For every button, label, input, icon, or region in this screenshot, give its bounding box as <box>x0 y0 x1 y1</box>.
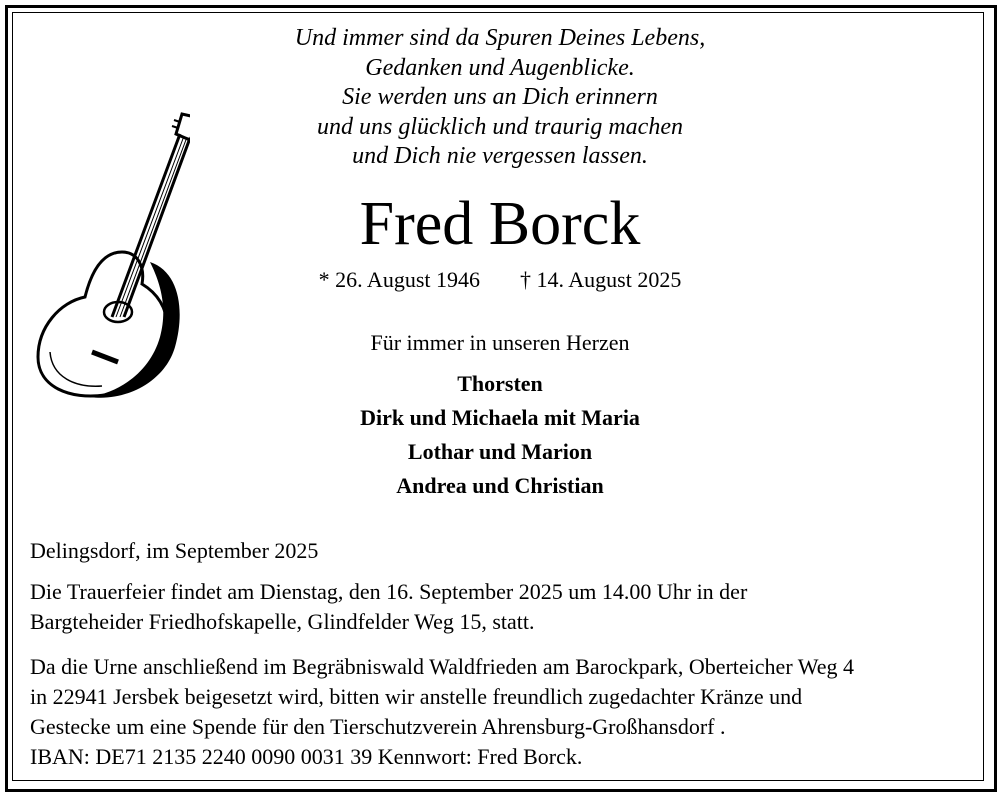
burial-line: in 22941 Jersbek beigesetzt wird, bitten wir anstelle freundlich zugedachter Kränze und <box>30 684 803 709</box>
service-line: Bargteheider Friedhofskapelle, Glindfelder Weg 15, statt. <box>30 609 535 634</box>
mourner: Andrea und Christian <box>396 473 604 498</box>
poem-line: und uns glücklich und traurig machen <box>317 113 683 140</box>
deceased-name: Fred Borck <box>359 190 641 258</box>
guitar-icon <box>30 112 190 402</box>
service-line: Die Trauerfeier findet am Dienstag, den 16. September 2025 um 14.00 Uhr in der <box>30 579 748 604</box>
poem-line: Und immer sind da Spuren Deines Lebens, <box>294 25 706 51</box>
burial-info <box>30 652 980 772</box>
death-date: † 14. August 2025 <box>520 267 682 292</box>
mourner: Thorsten <box>457 371 543 396</box>
poem-line: Sie werden uns an Dich erinnern <box>342 84 658 110</box>
burial-line: Gestecke um eine Spende für den Tierschutzverein Ahrensburg-Großhansdorf . <box>30 714 726 739</box>
poem-line: und Dich nie vergessen lassen. <box>352 143 648 169</box>
burial-line: Da die Urne anschließend im Begräbniswald Waldfrieden am Barockpark, Oberteicher Weg 4 <box>30 654 855 679</box>
poem <box>200 24 800 172</box>
mourner: Lothar und Marion <box>407 439 593 464</box>
life-dates <box>200 266 800 294</box>
iban-line: IBAN: DE71 2135 2240 0090 0031 39 Kennwort: Fred Borck. <box>30 744 583 769</box>
poem-line: Gedanken und Augenblicke. <box>365 54 635 81</box>
place-date: Delingsdorf, im September 2025 <box>30 538 319 563</box>
mourners-list <box>200 367 800 503</box>
forever-line: Für immer in unseren Herzen <box>370 330 630 355</box>
service-info <box>30 577 980 637</box>
mourner: Dirk und Michaela mit Maria <box>360 405 640 430</box>
birth-date: * 26. August 1946 <box>318 267 480 292</box>
